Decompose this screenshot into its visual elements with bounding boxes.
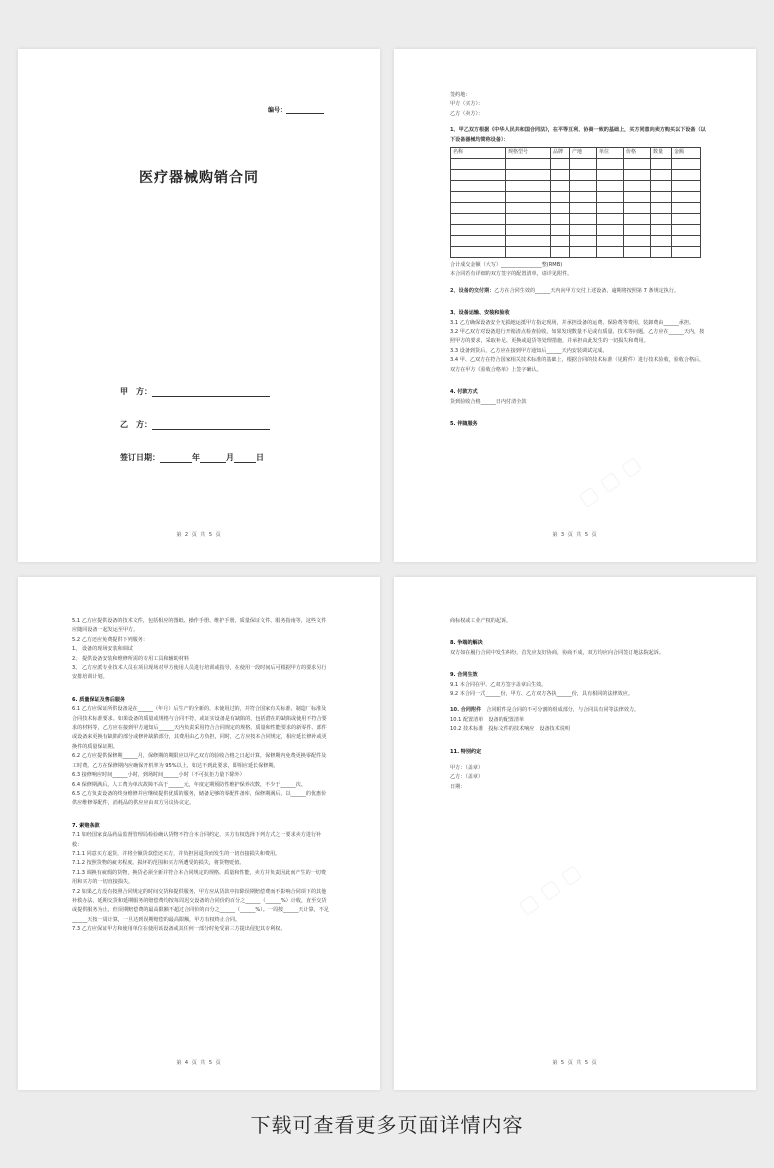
contract-title: 医疗器械购销合同 <box>139 170 259 186</box>
table-header: 名称 <box>451 148 506 159</box>
watermark: ▢ ▢ ▢ <box>573 450 646 512</box>
total-note: 本合同若有详细的双方签字的配置清单，请详见附件。 <box>450 271 573 278</box>
page-5 <box>394 577 756 1090</box>
table-row <box>451 225 701 236</box>
page-2-cover <box>18 49 380 562</box>
section-6-title: 6. 质量保证及售后服务 <box>72 696 126 703</box>
table-row <box>451 214 701 225</box>
equipment-table <box>450 147 701 258</box>
clause-7-2: 7.2 如果乙方没有按照合同规定的时间交货和提供服务，甲方应从货款中扣除误期赔偿费而不影响合同项下的其他补救办法，延期交货和延期服务的赔偿费均按每周迟交设备的合同价的百分之______（______%）计收，直至交货或提供服务为止，但误期赔偿费的最高限额不超过合同价的百分之______（______%）。一周按______天计算，不足______天按一周计算，一旦达到误期赔偿的最高限额，甲方有权终止合同。 <box>72 888 329 923</box>
section-4-title: 4. 付款方式 <box>450 389 478 396</box>
sign-place-line: 签约地： <box>450 92 471 98</box>
clause-6-4: 6.4 保修期满后，人工费为单次故障不高于______元，年度定期预防性维护保养次数，不少于______次。 <box>72 781 306 788</box>
contract-number-field <box>268 105 324 114</box>
section-11-title: 11. 特别约定 <box>450 748 482 755</box>
table-header: 产地 <box>570 148 597 159</box>
clause-7-1-1: 7.1.1 同意买方退货，并将全额货款偿还买方，并负担因退货而发生的一切直接损失和费用。 <box>72 850 281 857</box>
clause-7-3: 7.3 乙方应保证甲方和使用单位在使用该设备或其任何一部分时免受第三方提出侵犯其专利权、 <box>72 926 286 933</box>
page-4-body <box>72 617 330 935</box>
party-b-label: 乙 方： <box>120 420 152 429</box>
table-row <box>451 203 701 214</box>
clause-9-1: 9.1 本合同在甲、乙双方签字盖章后生效。 <box>450 681 547 688</box>
table-header-row <box>451 148 701 159</box>
section-5-title: 5. 伴随服务 <box>450 420 478 427</box>
clause-6-5: 6.5 乙方负责设备的终身维修并应继续提供优质的服务，储备足够的零配件备库，保修期满后，以______的优惠价供应维修零配件，消耗品的供应应由双方另议协议定。 <box>72 790 327 807</box>
clause-6-3: 6.3 接修响应时间______小时，到场时间______小时（不可抗拒力量下除外） <box>72 772 245 779</box>
party-b-field <box>120 419 270 430</box>
section-2-title: 2、设备的交付期： <box>450 287 495 294</box>
section-2-text: 乙方在合同生效的______天内向甲方交付上述设备，逾期将按照第 7 条规定执行。 <box>494 287 680 294</box>
clause-5-2: 5.2 乙方还应免费提供下列服务： <box>72 636 148 643</box>
section-4-text: 货到验收合格______日内付清全款 <box>450 398 527 405</box>
section-8-title: 8. 争端的解决 <box>450 640 483 647</box>
buyer-line: 甲方（买方）： <box>450 101 484 108</box>
clause-6-1: 6.1 乙方应保证所供设备是在______（年月）后生产的全新的、未使用过的，并符合国家有关标准、制造厂标准及合同技术标准要求。如果设备的质量或规格与合同不符，或证实设备是有缺陷的，包括潜在的缺陷或使用不符合要求的材料等，乙方应在接到甲方通知后______天内负责采用符合合同规定的规格、质量和性能要求的新零件、部件或设备来更换有缺陷的部分或修补缺陷部分，其费用由乙方负担，同时，乙方应按本合同规定，相应延长修补或更换件的质量保证期。 <box>72 706 327 750</box>
contract-number-label: 编号： <box>267 107 286 114</box>
table-row <box>451 170 701 181</box>
sign-date: 日期： <box>450 783 466 790</box>
section-1-title: 1、甲乙双方根据《中华人民共和国合同法》，在平等互利、协商一致的基础上，买方同意向卖方购买以下设备（以下设备器械均简称设备）： <box>450 127 706 143</box>
table-header: 规格型号 <box>506 148 551 159</box>
seller-line: 乙方（卖方）： <box>450 110 484 117</box>
day-label: 日 <box>256 453 264 462</box>
month-label: 月 <box>226 453 234 462</box>
watermark: ▢ ▢ ▢ <box>513 858 586 920</box>
clause-3-1: 3.1 乙方确保设备安全无损地运抵甲方指定现场，并承担设备的运费、保险费等费用，装卸费由______承担。 <box>450 319 695 326</box>
section-8-text: 双方如在履行合同中发生纠纷，首先应友好协商，协商不成，双方均应向合同签订地法院起诉。 <box>450 649 664 656</box>
table-header: 单位 <box>597 148 624 159</box>
table-row <box>451 181 701 192</box>
table-row <box>451 247 701 258</box>
contract-number-blank <box>286 107 324 114</box>
service-item: 2、 提供设备安装和维修所需的专用工具和辅助材料 <box>72 655 189 662</box>
day-blank <box>234 454 256 463</box>
clause-3-2: 3.2 甲乙双方对设备进行开箱清点检查验收，如果发现数量不足或有质量、技术等问题，乙方应在______天内，按照甲方的要求，采取补足、更换或退货等处理措施，并承担由此发生的一切损失和费用。 <box>450 329 705 345</box>
download-caption: 下载可查看更多页面详情内容 <box>250 1113 524 1137</box>
page-footer: 第 2 页 共 5 页 <box>176 532 222 538</box>
page-3-body <box>450 91 706 429</box>
continued-text: 商标权或工业产权的起诉。 <box>450 618 512 624</box>
clause-9-2: 9.2 本合同一式______份，甲方、乙方双方各执______份，具有相同的法律效应。 <box>450 691 633 698</box>
year-label: 年 <box>192 453 200 462</box>
page-footer: 第 5 页 共 5 页 <box>552 1060 598 1066</box>
page-3 <box>394 49 756 562</box>
section-3-title: 3、设备运输、安装和验收 <box>450 310 510 317</box>
clause-3-3: 3.3 设备到货后，乙方应在接到甲方通知后______天内安装调试完成。 <box>450 347 608 354</box>
total-amount-line: 合计成交金额（大写）________________整(RMB) <box>450 262 563 269</box>
page-4 <box>18 577 380 1090</box>
clause-7-1-3: 7.1.3 调换有疵瑕的货物，换货必须全新并符合本合同规定的规格、质量和性能，卖方并负责因此而产生的一切费用和买方的一切直接损失。 <box>72 869 326 886</box>
party-a-label: 甲 方： <box>120 387 152 396</box>
table-row <box>451 159 701 170</box>
party-b-seal: 乙方：（盖章） <box>450 774 484 781</box>
month-blank <box>200 454 226 463</box>
clause-7-1: 7.1 如经国家食品药品监督管理局检验确认货物不符合本合同约定，买方有权选择下列方式之一要求卖方进行补救： <box>72 832 322 848</box>
clause-10-1: 10.1 配置清单 设备的配置清单 <box>450 716 525 723</box>
section-7-title: 7. 索赔条款 <box>72 822 100 829</box>
table-header: 数量 <box>651 148 672 159</box>
table-header: 品牌 <box>551 148 570 159</box>
sign-date-label: 签订日期： <box>120 453 160 462</box>
page-footer: 第 4 页 共 5 页 <box>176 1060 222 1066</box>
clause-5-1: 5.1 乙方应提供设备的技术文件，包括相应的图纸、操作手册、维护手册、质量保证文件、服务指南等，这些文件应随同设备一起发运至甲方。 <box>72 618 327 634</box>
page-footer: 第 3 页 共 5 页 <box>552 532 598 538</box>
section-10-title: 10. 合同附件 <box>450 707 482 714</box>
table-row <box>451 192 701 203</box>
clause-3-4: 3.4 甲、乙双方在符合国家相关技术标准的基础上，根据合同的技术标准（见附件）进行技术验收，验收合格后，双方在甲方《验收合格单》上签字确认。 <box>450 357 705 373</box>
table-header: 价格 <box>624 148 651 159</box>
party-a-seal: 甲方：（盖章） <box>450 765 484 772</box>
table-row <box>451 236 701 247</box>
section-10-text: 合同附件是合同的不可分割的组成部分，与合同具有同等法律效力。 <box>486 707 640 714</box>
service-item: 3、 乙方应派专业技术人员在项目现场对甲方使用人员进行培训或指导，在使用一段时间后可根据甲方的要求另行安排培训计划。 <box>72 665 327 681</box>
clause-7-1-2: 7.1.2 按照货物的疵劣程度、损坏的范围和买方所遭受的损失，将货物贬值。 <box>72 860 245 867</box>
page-5-body <box>450 617 706 792</box>
clause-10-2: 10.2 技术标准 投标文件的技术响应 设备技术说明 <box>450 726 570 733</box>
clause-6-2: 6.2 乙方应提供保修期______月，保修期的期限应以甲乙双方的验收合格之日起计算，保修期内免费更换零配件及工时费。乙方在保修期内应确保开机率为 95%以上，如达不到此要求，即相应延长保修期。 <box>72 753 327 769</box>
party-b-blank <box>152 421 270 430</box>
sign-date-field <box>120 452 264 463</box>
party-a-field <box>120 386 270 397</box>
section-9-title: 9. 合同生效 <box>450 672 478 679</box>
table-header: 金额 <box>672 148 701 159</box>
service-item: 1、 设备的现场安装和调试 <box>72 646 133 653</box>
year-blank <box>160 454 192 463</box>
party-a-blank <box>152 388 270 397</box>
